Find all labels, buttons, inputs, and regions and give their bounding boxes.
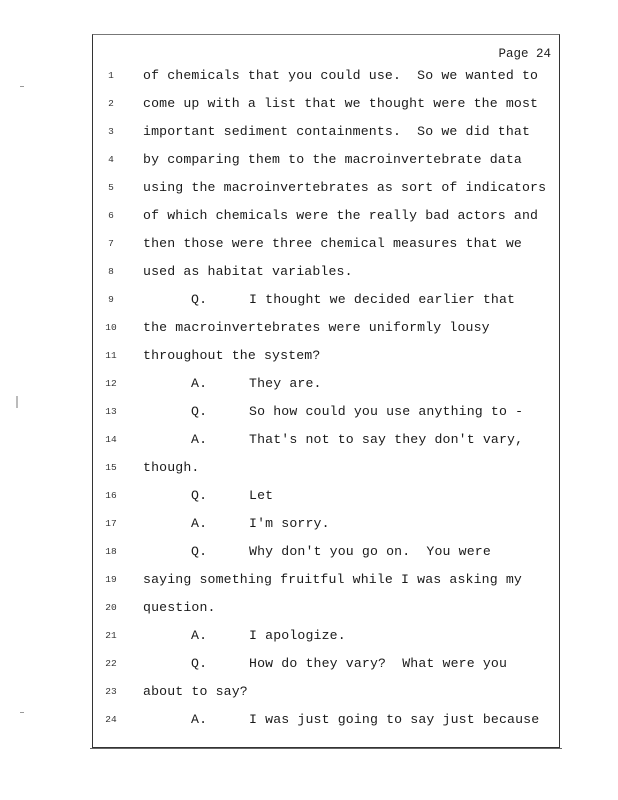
line-number: 20 — [105, 602, 117, 613]
line-number: 14 — [105, 434, 117, 445]
line-number: 18 — [105, 546, 117, 557]
line-text — [143, 460, 199, 475]
line-content: using the macroinvertebrates as sort of indicators — [143, 180, 547, 195]
line-text — [143, 208, 538, 223]
line-number: 23 — [105, 686, 117, 697]
line-text — [143, 572, 522, 587]
line-number: 17 — [105, 518, 117, 529]
line-text — [143, 628, 346, 643]
line-number: 19 — [105, 574, 117, 585]
transcript-line — [93, 264, 561, 292]
line-number: 9 — [108, 294, 114, 305]
speaker-label: Q. — [191, 544, 208, 559]
transcript-line — [93, 320, 561, 348]
transcript-line — [93, 684, 561, 712]
line-number: 3 — [108, 126, 114, 137]
line-number: 8 — [108, 266, 114, 277]
line-text — [143, 600, 216, 615]
line-content: used as habitat variables. — [143, 264, 353, 279]
line-content: by comparing them to the macroinvertebrate data — [143, 152, 522, 167]
transcript-line — [93, 432, 561, 460]
speaker-label: Q. — [191, 404, 208, 419]
transcript-line — [93, 516, 561, 544]
line-number: 4 — [108, 154, 114, 165]
line-content: They are. — [249, 376, 322, 391]
line-content: of chemicals that you could use. So we wanted to — [143, 68, 539, 83]
line-number: 15 — [105, 462, 117, 473]
speaker-label: A. — [191, 432, 208, 447]
line-number: 16 — [105, 490, 117, 501]
transcript-line — [93, 628, 561, 656]
transcript-line — [93, 96, 561, 124]
line-content: I thought we decided earlier that — [249, 292, 516, 307]
transcript-line — [93, 600, 561, 628]
line-content: about to say? — [143, 684, 248, 699]
line-content: Let — [249, 488, 274, 503]
transcript-line — [93, 68, 561, 96]
line-text — [143, 656, 507, 671]
line-number: 10 — [105, 322, 117, 333]
line-content: Why don't you go on. You were — [249, 544, 491, 559]
transcript-line — [93, 292, 561, 320]
line-text — [143, 264, 353, 279]
line-content: So how could you use anything to - — [249, 404, 524, 419]
line-text — [143, 152, 522, 167]
line-number: 24 — [105, 714, 117, 725]
page-number: Page 24 — [498, 47, 551, 61]
line-text — [143, 544, 491, 559]
speaker-label: Q. — [191, 656, 208, 671]
transcript-line — [93, 376, 561, 404]
line-number: 2 — [108, 98, 114, 109]
line-text — [143, 712, 539, 727]
line-text — [143, 516, 330, 531]
speaker-label: A. — [191, 376, 208, 391]
scan-mark — [20, 86, 24, 87]
line-text — [143, 488, 273, 503]
speaker-label: A. — [191, 516, 208, 531]
line-text — [143, 320, 490, 335]
line-text — [143, 432, 523, 447]
line-text — [143, 124, 530, 139]
line-number: 12 — [105, 378, 117, 389]
line-content: then those were three chemical measures that we — [143, 236, 522, 251]
line-content: though. — [143, 460, 200, 475]
transcript-line — [93, 180, 561, 208]
line-text — [143, 68, 538, 83]
scan-mark — [20, 712, 24, 713]
line-content: saying something fruitful while I was asking my — [143, 572, 522, 587]
speaker-label: A. — [191, 628, 208, 643]
line-content: I apologize. — [249, 628, 346, 643]
scan-mark — [16, 396, 18, 408]
transcript-line — [93, 236, 561, 264]
line-text — [143, 236, 522, 251]
transcript-line — [93, 124, 561, 152]
line-content: of which chemicals were the really bad actors and — [143, 208, 539, 223]
line-content: I'm sorry. — [249, 516, 330, 531]
line-content: the macroinvertebrates were uniformly lousy — [143, 320, 490, 335]
transcript-line — [93, 348, 561, 376]
transcript-line — [93, 656, 561, 684]
line-content: come up with a list that we thought were the most — [143, 96, 539, 111]
transcript-line — [93, 208, 561, 236]
line-content: That's not to say they don't vary, — [249, 432, 524, 447]
line-text — [143, 376, 322, 391]
line-text — [143, 684, 248, 699]
speaker-label: A. — [191, 712, 208, 727]
line-content: question. — [143, 600, 216, 615]
line-number: 7 — [108, 238, 114, 249]
line-content: I was just going to say just because — [249, 712, 540, 727]
line-number: 11 — [105, 350, 117, 361]
line-text — [143, 292, 515, 307]
line-number: 21 — [105, 630, 117, 641]
line-number: 22 — [105, 658, 117, 669]
transcript-line — [93, 572, 561, 600]
line-number: 13 — [105, 406, 117, 417]
transcript-line — [93, 460, 561, 488]
speaker-label: Q. — [191, 488, 208, 503]
line-number: 5 — [108, 182, 114, 193]
transcript-line — [93, 152, 561, 180]
line-content: How do they vary? What were you — [249, 656, 508, 671]
speaker-label: Q. — [191, 292, 208, 307]
transcript-line — [93, 488, 561, 516]
transcript-line — [93, 712, 561, 740]
line-content: important sediment containments. So we did that — [143, 124, 531, 139]
line-number: 1 — [108, 70, 114, 81]
line-number: 6 — [108, 210, 114, 221]
line-content: throughout the system? — [143, 348, 321, 363]
transcript-page — [92, 34, 560, 748]
line-text — [143, 180, 546, 195]
line-text — [143, 404, 523, 419]
line-text — [143, 348, 320, 363]
transcript-line — [93, 544, 561, 572]
line-text — [143, 96, 538, 111]
transcript-line — [93, 404, 561, 432]
scan-edge-line — [90, 748, 562, 749]
